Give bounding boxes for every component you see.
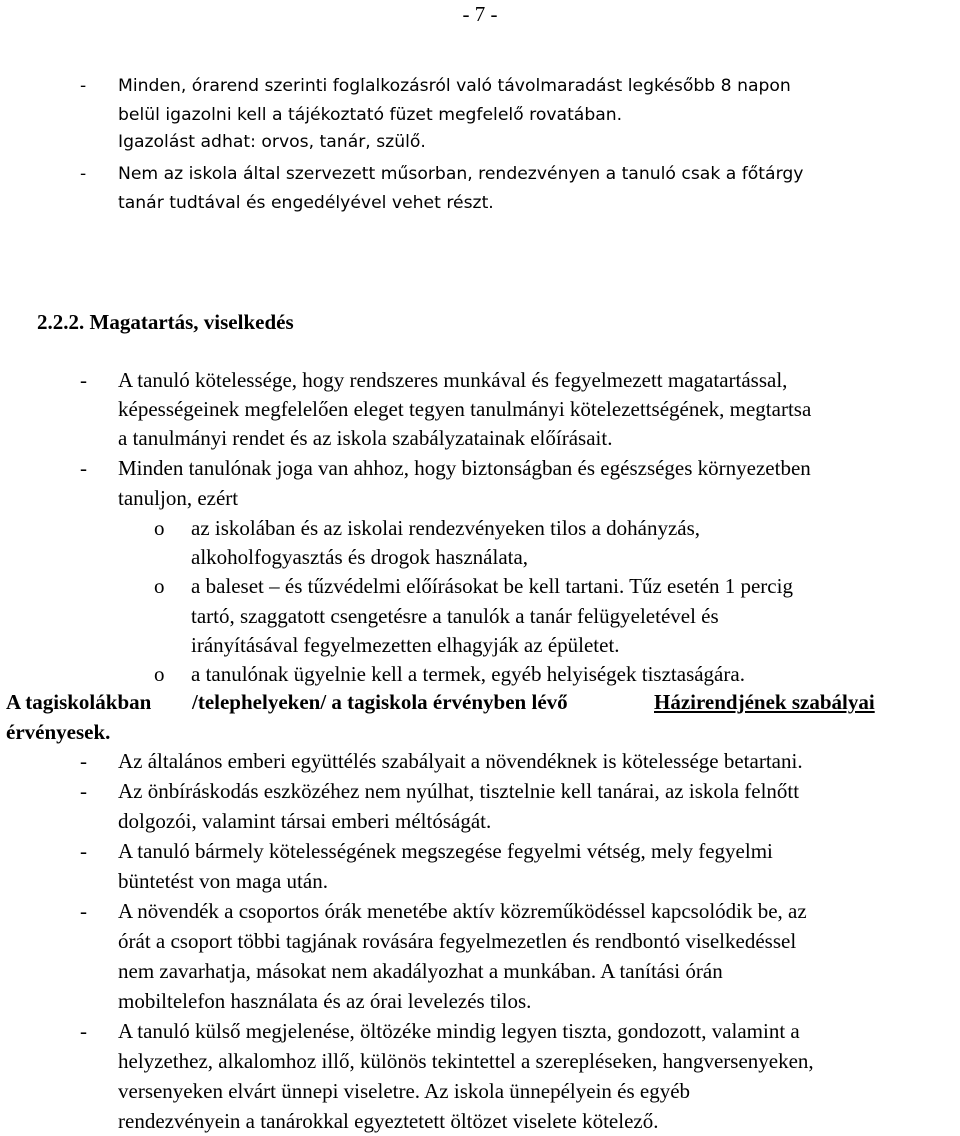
item-text: a tanulmányi rendet és az iskola szabályzatainak előírásait. [118,426,613,450]
item-text: órát a csoport többi tagjának rovására fegyelmezetlen és rendbontó viselkedéssel [118,929,797,953]
item-text: A tanuló bármely kötelességének megszegése fegyelmi vétség, mely fegyelmi [118,839,773,863]
bold-notice-part4: érvényesek. [6,720,111,744]
sub-item-text: az iskolában és az iskolai rendezvényeken tilos a dohányzás, [191,516,701,540]
item-text: Igazolást adhat: orvos, tanár, szülő. [118,132,426,152]
item-text: belül igazolni kell a tájékoztató füzet megfelelő rovatában. [118,105,623,125]
sub-item-text: tartó, szaggatott csengetésre a tanulók a tanár felügyeletével és [191,604,719,628]
item-text: Minden, órarend szerinti foglalkozásról való távolmaradást legkésőbb 8 napon [118,76,791,96]
circle-bullet-marker: o [154,516,165,540]
page-number: - 7 - [462,2,498,26]
bold-notice-part3: Házirendjének szabályai [654,690,875,714]
item-text: Nem az iskola által szervezett műsorban, rendezvényen a tanuló csak a főtárgy [118,164,804,184]
section-heading-text: 2.2.2. Magatartás, viselkedés [37,310,294,334]
sub-item-text: irányításával fegyelmezetten elhagyják az épületet. [191,633,620,657]
bold-notice-line [6,718,110,747]
dash-marker: - [80,899,87,923]
item-text: dolgozói, valamint társai emberi méltóságát. [118,809,492,833]
bold-notice-part1: A tagiskolákban [6,690,152,714]
item-text: tanár tudtával és engedélyével vehet részt. [118,193,494,213]
item-text: Minden tanulónak joga van ahhoz, hogy biztonságban és egészséges környezetben [118,456,811,480]
item-text: képességeinek megfelelően eleget tegyen tanulmányi kötelezettségének, megtartsa [118,397,812,421]
item-text: büntetést von maga után. [118,869,328,893]
dash-marker: - [80,779,87,803]
sub-item-text: a baleset – és tűzvédelmi előírásokat be kell tartani. Tűz esetén 1 percig [191,574,793,598]
item-text: mobiltelefon használata és az órai levelezés tilos. [118,989,532,1013]
bold-notice-part2: /telephelyeken/ a tagiskola érvényben lévő [192,690,568,714]
item-text: rendezvényein a tanárokkal egyeztetett öltözet viselete kötelező. [118,1109,659,1133]
dash-marker: - [80,456,87,480]
circle-bullet-marker: o [154,574,165,598]
bold-notice-line [6,688,875,717]
item-text: Az általános emberi együttélés szabályait a növendéknek is kötelessége betartani. [118,749,803,773]
item-text: A növendék a csoportos órák menetébe aktív közreműködéssel kapcsolódik be, az [118,899,807,923]
dash-marker: - [80,164,87,184]
item-text: tanuljon, ezért [118,486,239,510]
dash-marker: - [80,368,87,392]
item-text: A tanuló külső megjelenése, öltözéke mindig legyen tiszta, gondozott, valamint a [118,1019,800,1043]
dash-marker: - [80,749,87,773]
dash-marker: - [80,1019,87,1043]
dash-marker: - [80,76,87,96]
sub-item-text: a tanulónak ügyelnie kell a termek, egyéb helyiségek tisztaságára. [191,662,745,686]
sub-item-text: alkoholfogyasztás és drogok használata, [191,545,529,569]
item-text: Az önbíráskodás eszközéhez nem nyúlhat, tisztelnie kell tanárai, az iskola felnőtt [118,779,800,803]
item-text: helyzethez, alkalomhoz illő, különös tekintettel a szerepléseken, hangversenyeken, [118,1049,814,1073]
item-text: A tanuló kötelessége, hogy rendszeres munkával és fegyelmezett magatartással, [118,368,788,392]
item-text: nem zavarhatja, másokat nem akadályozhat a munkában. A tanítási órán [118,959,723,983]
item-text: versenyeken elvárt ünnepi viseletre. Az iskola ünnepélyein és egyéb [118,1079,691,1103]
dash-marker: - [80,839,87,863]
circle-bullet-marker: o [154,662,165,686]
